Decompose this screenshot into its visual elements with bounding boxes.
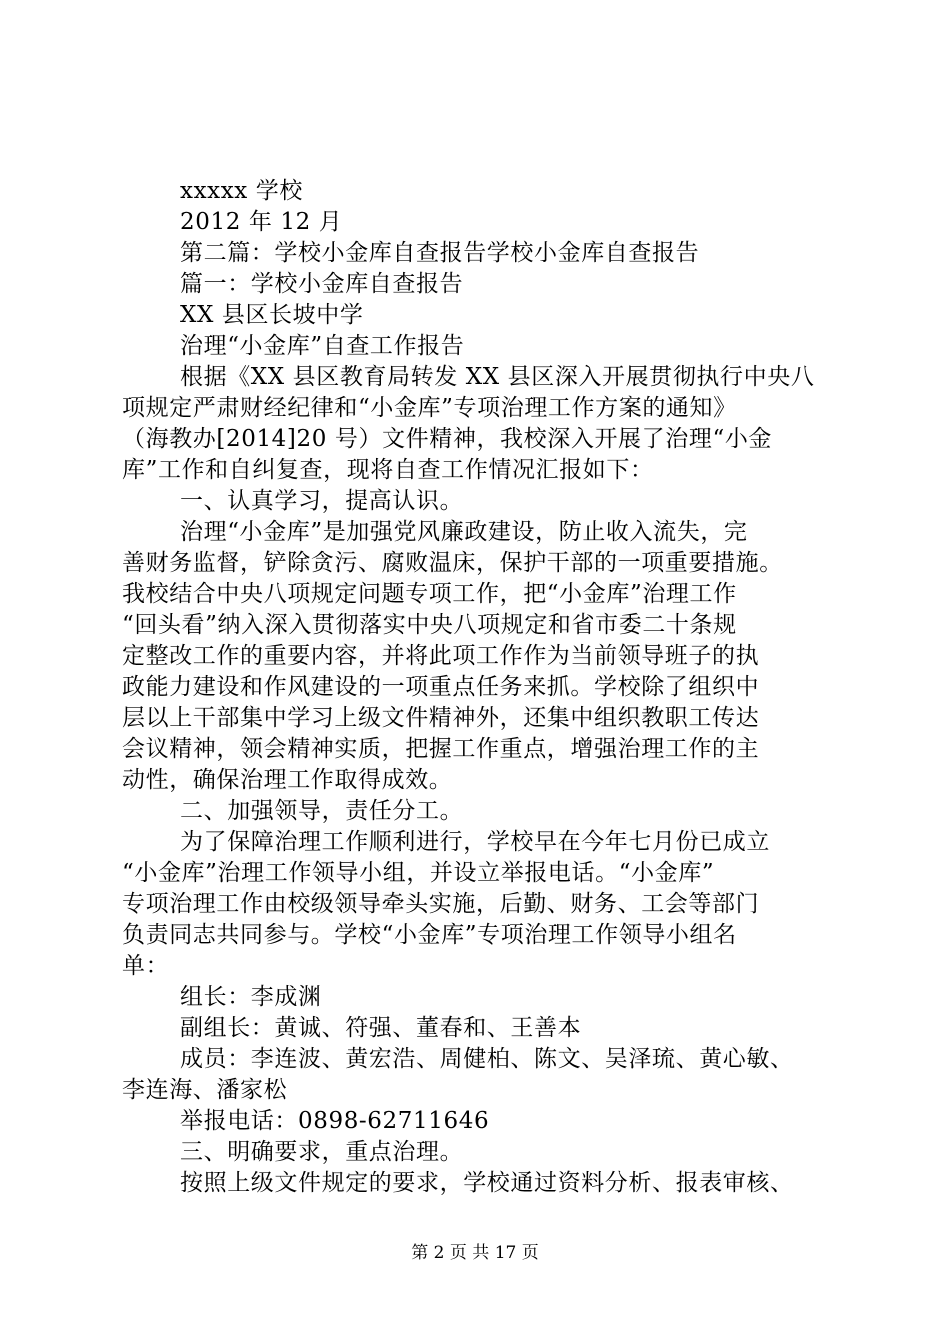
document-line: 层以上干部集中学习上级文件精神外，还集中组织教职工传达 [122, 705, 760, 731]
document-line: 为了保障治理工作顺利进行，学校早在今年七月份已成立 [180, 829, 770, 855]
document-line: 我校结合中央八项规定问题专项工作，把“小金库”治理工作 [122, 581, 737, 607]
document-line: xxxxx 学校 [180, 178, 303, 204]
document-line: 项规定严肃财经纪律和“小金库”专项治理工作方案的通知》 [122, 395, 737, 421]
document-line: 成员：李连波、黄宏浩、周健柏、陈文、吴泽琉、黄心敏、 [180, 1046, 794, 1072]
document-line: 李连海、潘家松 [122, 1077, 288, 1103]
document-line: 副组长：黄诚、符强、董春和、王善本 [180, 1015, 582, 1041]
document-line: 单： [122, 953, 170, 979]
document-line: 按照上级文件规定的要求，学校通过资料分析、报表审核、 [180, 1170, 794, 1196]
document-line: 动性，确保治理工作取得成效。 [122, 767, 453, 793]
document-line: XX 县区长坡中学 [180, 302, 364, 328]
document-line: 专项治理工作由校级领导牵头实施，后勤、财务、工会等部门 [122, 891, 760, 917]
document-line: 根据《XX 县区教育局转发 XX 县区深入开展贯彻执行中央八 [180, 364, 815, 390]
document-line: （海教办[2014]20 号）文件精神，我校深入开展了治理“小金 [122, 426, 773, 452]
document-line: 负责同志共同参与。学校“小金库”专项治理工作领导小组名 [122, 922, 737, 948]
document-line: 三、明确要求，重点治理。 [180, 1139, 464, 1165]
document-line: 库”工作和自纠复查，现将自查工作情况汇报如下： [122, 457, 654, 483]
document-line: 善财务监督，铲除贪污、腐败温床，保护干部的一项重要措施。 [122, 550, 783, 576]
document-line: 治理“小金库”是加强党风廉政建设，防止收入流失，完 [180, 519, 748, 545]
document-line: 定整改工作的重要内容，并将此项工作作为当前领导班子的执 [122, 643, 760, 669]
document-line: 二、加强领导，责任分工。 [180, 798, 464, 824]
document-line: 第二篇：学校小金库自查报告学校小金库自查报告 [180, 240, 700, 266]
document-line: 组长：李成渊 [180, 984, 322, 1010]
document-line: 2012 年 12 月 [180, 209, 343, 235]
document-line: “回头看”纳入深入贯彻落实中央八项规定和省市委二十条规 [122, 612, 737, 638]
document-line: 会议精神，领会精神实质，把握工作重点，增强治理工作的主 [122, 736, 760, 762]
document-line: 政能力建设和作风建设的一项重点任务来抓。学校除了组织中 [122, 674, 760, 700]
document-line: 篇一：学校小金库自查报告 [180, 271, 464, 297]
document-body [122, 176, 834, 1199]
document-line: “小金库”治理工作领导小组，并设立举报电话。“小金库” [122, 860, 715, 886]
document-line: 举报电话：0898-62711646 [180, 1108, 490, 1134]
document-line: 治理“小金库”自查工作报告 [180, 333, 465, 359]
document-line: 一、认真学习，提高认识。 [180, 488, 464, 514]
page-footer: 第 2 页 共 17 页 [411, 1243, 539, 1263]
